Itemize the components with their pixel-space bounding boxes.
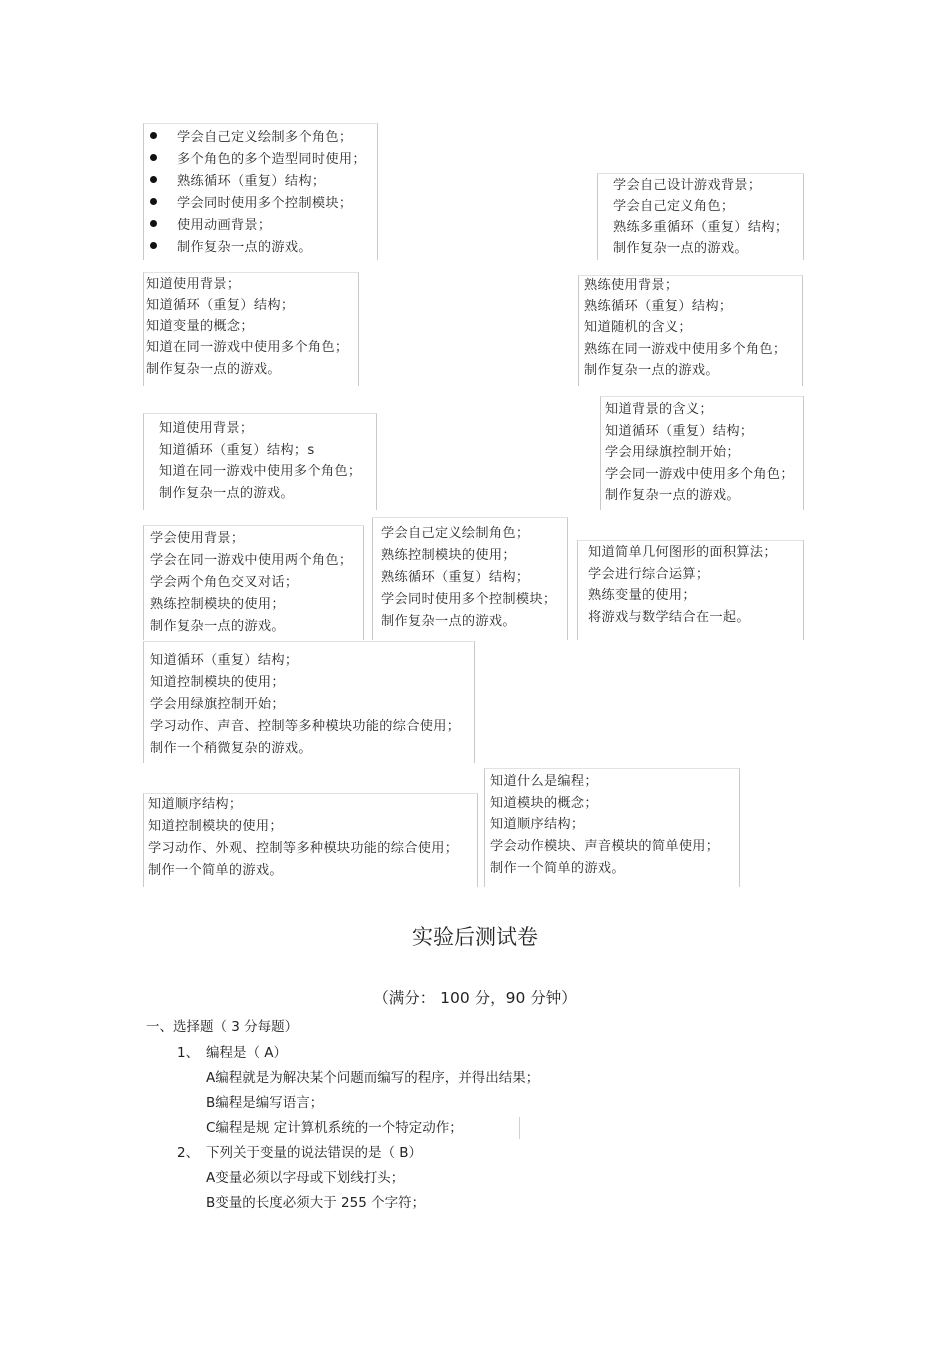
objective-box-9 (577, 540, 804, 640)
objective-line: 知道在同一游戏中使用多个角色； (146, 340, 349, 355)
objective-line: 熟练在同一游戏中使用多个角色； (584, 342, 787, 357)
objective-line: 学会用绿旗控制开始； (605, 445, 740, 460)
objective-line: 知道控制模块的使用； (148, 819, 283, 834)
question-option: A编程就是为解决某个问题而编写的程序，并得出结果； (206, 1070, 540, 1086)
objective-line: 知道顺序结构； (148, 797, 243, 812)
objective-line: 制作复杂一点的游戏。 (159, 486, 294, 501)
section-heading: 一、选择题（ 3 分每题） (146, 1019, 299, 1035)
objective-line: 熟练循环（重复）结构； (381, 570, 530, 585)
objective-line: 熟练控制模块的使用； (381, 548, 516, 563)
question-option: B变量的长度必须大于 255 个字符； (206, 1195, 426, 1211)
objective-line: 制作复杂一点的游戏。 (150, 619, 285, 634)
objective-box-11 (484, 768, 740, 887)
objective-line: 多个角色的多个造型同时使用； (150, 153, 366, 166)
objective-line: 制作一个简单的游戏。 (148, 863, 283, 878)
objective-line: 制作一个简单的游戏。 (490, 861, 625, 876)
objective-line: 熟练变量的使用； (588, 588, 696, 603)
objective-line: 将游戏与数学结合在一起。 (588, 610, 750, 625)
question-option: B编程是编写语言； (206, 1095, 324, 1111)
objective-box-2 (597, 173, 804, 260)
objective-line: 学会自己定义绘制多个角色； (150, 131, 352, 144)
objective-line: 知道顺序结构； (490, 817, 585, 832)
objective-box-5 (143, 413, 377, 510)
objective-line: 知道使用背景； (159, 421, 254, 436)
objective-line: 制作复杂一点的游戏。 (584, 363, 719, 378)
bullet-icon (150, 132, 157, 139)
objective-box-8 (372, 517, 568, 640)
objective-line: 学会同时使用多个控制模块； (150, 197, 352, 210)
objective-line: 学会同时使用多个控制模块； (381, 592, 557, 607)
objective-box-6 (600, 396, 804, 510)
bullet-icon (150, 242, 157, 249)
objective-line: 知道在同一游戏中使用多个角色； (159, 464, 362, 479)
objective-line: 学会自己定义角色； (613, 199, 735, 214)
objective-box-12 (143, 793, 478, 887)
objective-line: 知道变量的概念； (146, 319, 254, 334)
objective-line: 知道循环（重复）结构；s (159, 443, 315, 458)
objective-line: 学会动作模块、声音模块的简单使用； (490, 839, 720, 854)
objective-box-1 (143, 123, 378, 260)
objective-line: 学会在同一游戏中使用两个角色； (150, 553, 353, 568)
objective-line: 知道使用背景； (146, 277, 241, 292)
objective-line: 制作复杂一点的游戏。 (605, 488, 740, 503)
objective-line: 知道模块的概念； (490, 796, 598, 811)
bullet-icon (150, 154, 157, 161)
objective-line: 学习动作、声音、控制等多种模块功能的综合使用； (150, 719, 461, 734)
objective-line: 制作复杂一点的游戏。 (150, 241, 312, 254)
bullet-icon (150, 220, 157, 227)
objective-line: 知道简单几何图形的面积算法； (588, 545, 777, 560)
objective-box-10 (143, 641, 475, 763)
objective-line: 知道什么是编程； (490, 774, 598, 789)
objective-line: 知道循环（重复）结构； (146, 298, 295, 313)
objective-line: 知道控制模块的使用； (150, 675, 285, 690)
objective-line: 制作复杂一点的游戏。 (613, 241, 748, 256)
objective-line: 制作复杂一点的游戏。 (146, 362, 281, 377)
objective-line: 学会用绿旗控制开始； (150, 697, 285, 712)
objective-box-7 (143, 525, 364, 640)
objective-line: 知道随机的含义； (584, 320, 692, 335)
objective-line: 学会两个角色交叉对话； (150, 575, 299, 590)
objective-line: 熟练循环（重复）结构； (584, 299, 733, 314)
question-number: 2、 (177, 1145, 200, 1161)
objective-line: 知道背景的含义； (605, 402, 713, 417)
objective-line: 使用动画背景； (150, 219, 271, 232)
objective-box-4 (578, 275, 803, 386)
objective-line: 熟练循环（重复）结构； (150, 175, 325, 188)
objective-line: 学会使用背景； (150, 531, 245, 546)
exam-subtitle: （满分： 100 分，90 分钟） (373, 989, 577, 1007)
objective-line: 熟练多重循环（重复）结构； (613, 220, 789, 235)
objective-line: 知道循环（重复）结构； (150, 653, 299, 668)
objective-line: 学会同一游戏中使用多个角色； (605, 467, 794, 482)
question-stem: 编程是（ A） (206, 1045, 288, 1061)
objective-line: 学会进行综合运算； (588, 567, 710, 582)
objective-box-3 (143, 272, 359, 386)
bullet-icon (150, 198, 157, 205)
bullet-icon (150, 176, 157, 183)
divider (519, 1117, 520, 1139)
objective-line: 制作复杂一点的游戏。 (381, 614, 516, 629)
objective-line: 熟练使用背景； (584, 278, 679, 293)
question-stem: 下列关于变量的说法错误的是（ B） (206, 1145, 423, 1161)
objective-line: 学会自己定义绘制角色； (381, 526, 530, 541)
objective-line: 学习动作、外观、控制等多种模块功能的综合使用； (148, 841, 459, 856)
objective-line: 熟练控制模块的使用； (150, 597, 285, 612)
objective-line: 学会自己设计游戏背景； (613, 178, 762, 193)
question-option: C编程是规 定计算机系统的一个特定动作； (206, 1120, 463, 1136)
objective-line: 制作一个稍微复杂的游戏。 (150, 741, 312, 756)
question-option: A变量必须以字母或下划线打头； (206, 1170, 405, 1186)
objective-line: 知道循环（重复）结构； (605, 424, 754, 439)
exam-title: 实验后测试卷 (412, 925, 538, 949)
question-number: 1、 (177, 1045, 200, 1061)
